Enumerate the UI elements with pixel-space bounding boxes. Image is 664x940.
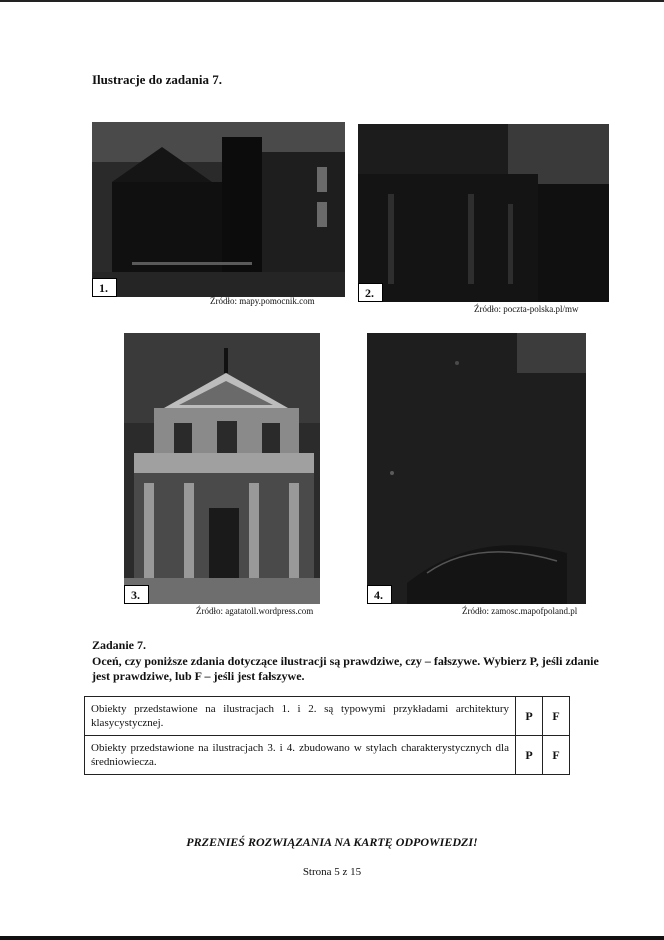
task-title: Zadanie 7.: [92, 638, 147, 652]
illustration-2-number: 2.: [358, 283, 383, 302]
illustration-1-number: 1.: [92, 278, 117, 297]
statement-1: Obiekty przedstawione na ilustracjach 1. i 2. są typowymi przykładami architektury klasycystycznej.: [85, 697, 516, 736]
transfer-answers-note: PRZENIEŚ ROZWIĄZANIA NA KARTĘ ODPOWIEDZI!: [186, 835, 478, 849]
illustration-3-number: 3.: [124, 585, 149, 604]
answer-p-1[interactable]: P: [516, 697, 543, 736]
table-row: [85, 697, 570, 736]
page-header: Ilustracje do zadania 7.: [92, 72, 222, 87]
illustration-4-number: 4.: [367, 585, 392, 604]
illustration-4-source: Źródło: zamosc.mapofpoland.pl: [462, 606, 578, 616]
page-bottom-border: [0, 936, 664, 940]
illustration-4-photo: [367, 333, 586, 604]
page-number: Strona 5 z 15: [302, 866, 362, 878]
task-instruction: Oceń, czy poniższe zdania dotyczące ilustracji są prawdziwe, czy – fałszywe. Wybierz P, jeśli zdanie jest prawdziwe, lub F – jeśli jest fałszywe.: [92, 654, 599, 683]
dark-building-photo-image: [367, 333, 586, 604]
illustration-3-photo: [124, 333, 320, 604]
church-photo-1-image: [92, 122, 345, 297]
illustration-1-source: Źródło: mapy.pomocnik.com: [210, 296, 315, 306]
church-photo-2-image: [358, 124, 609, 302]
illustration-1-photo: [92, 122, 345, 297]
illustration-3-source: Źródło: agatatoll.wordpress.com: [196, 606, 314, 616]
answer-f-1[interactable]: F: [543, 697, 570, 736]
statement-2: Obiekty przedstawione na ilustracjach 3. i 4. zbudowano w stylach charakterystycznych dla średniowiecza.: [85, 736, 516, 775]
answer-p-2[interactable]: P: [516, 736, 543, 775]
table-row: [85, 736, 570, 775]
illustration-2-photo: [358, 124, 609, 302]
baroque-church-photo-image: [124, 333, 320, 604]
true-false-table: [84, 696, 570, 775]
page-top-border: [0, 0, 664, 2]
answer-f-2[interactable]: F: [543, 736, 570, 775]
illustration-2-source: Źródło: poczta-polska.pl/mw: [474, 304, 579, 314]
